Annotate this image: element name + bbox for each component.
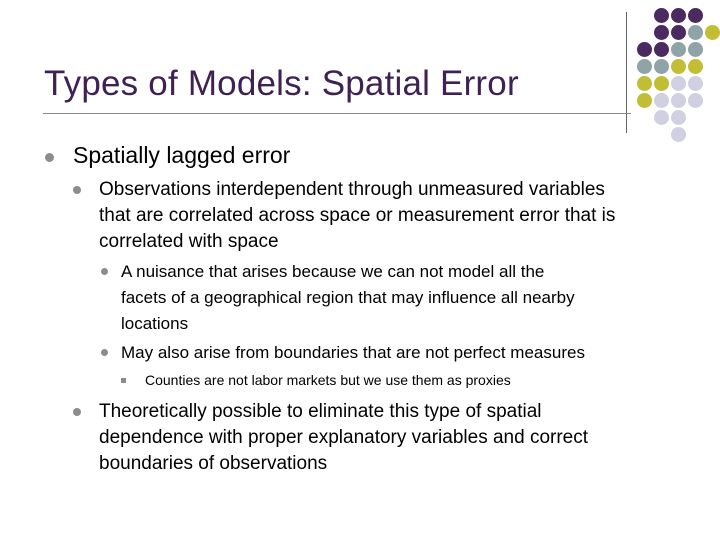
title-underline	[43, 113, 631, 114]
bullet-line: A nuisance that arises because we can not model all the	[121, 262, 545, 281]
decorative-dot	[688, 93, 703, 108]
bullet-line: correlated with space	[99, 231, 279, 252]
decorative-dot	[671, 42, 686, 57]
decorative-dot	[671, 25, 686, 40]
decorative-dot	[654, 59, 669, 74]
decorative-dot	[688, 59, 703, 74]
decorative-dot	[671, 127, 686, 142]
vertical-divider	[626, 12, 627, 133]
bullet-line: dependence with proper explanatory variables and correct	[99, 427, 589, 448]
decorative-dot	[671, 110, 686, 125]
bullet-boundaries: May also arise from boundaries that are not perfect measures	[121, 343, 585, 362]
decorative-dot	[654, 110, 669, 125]
decorative-dot	[671, 93, 686, 108]
decorative-dot	[688, 8, 703, 23]
bullet-counties: Counties are not labor markets but we use them as proxies	[145, 372, 511, 388]
decorative-dot	[654, 76, 669, 91]
decorative-dot	[654, 93, 669, 108]
bullet-icon	[45, 153, 54, 162]
bullet-line: facets of a geographical region that may influence all nearby	[121, 288, 575, 307]
bullet-line: Observations interdependent through unmeasured variables	[99, 179, 605, 200]
bullet-line: that are correlated across space or measurement error that is	[99, 205, 616, 226]
bullet-icon	[101, 268, 108, 275]
bullet-spatially-lagged-error: Spatially lagged error	[73, 142, 291, 168]
bullet-icon	[121, 378, 126, 383]
bullet-line: Theoretically possible to eliminate this type of spatial	[99, 401, 542, 422]
decorative-dot	[654, 25, 669, 40]
decorative-dot	[671, 59, 686, 74]
bullet-icon	[73, 186, 81, 194]
bullet-line: boundaries of observations	[99, 453, 328, 474]
bullet-icon	[101, 349, 108, 356]
decorative-dot	[688, 25, 703, 40]
decorative-dot	[688, 76, 703, 91]
slide-title: Types of Models: Spatial Error	[44, 64, 519, 103]
decorative-dot	[637, 42, 652, 57]
decorative-dot	[637, 59, 652, 74]
decorative-dot	[654, 8, 669, 23]
decorative-dot	[637, 76, 652, 91]
bullet-line: locations	[121, 314, 189, 333]
decorative-dot	[705, 25, 720, 40]
decorative-dot	[671, 8, 686, 23]
decorative-dot	[688, 42, 703, 57]
bullet-icon	[73, 408, 81, 416]
decorative-dot	[654, 42, 669, 57]
decorative-dot	[671, 76, 686, 91]
decorative-dot	[637, 93, 652, 108]
